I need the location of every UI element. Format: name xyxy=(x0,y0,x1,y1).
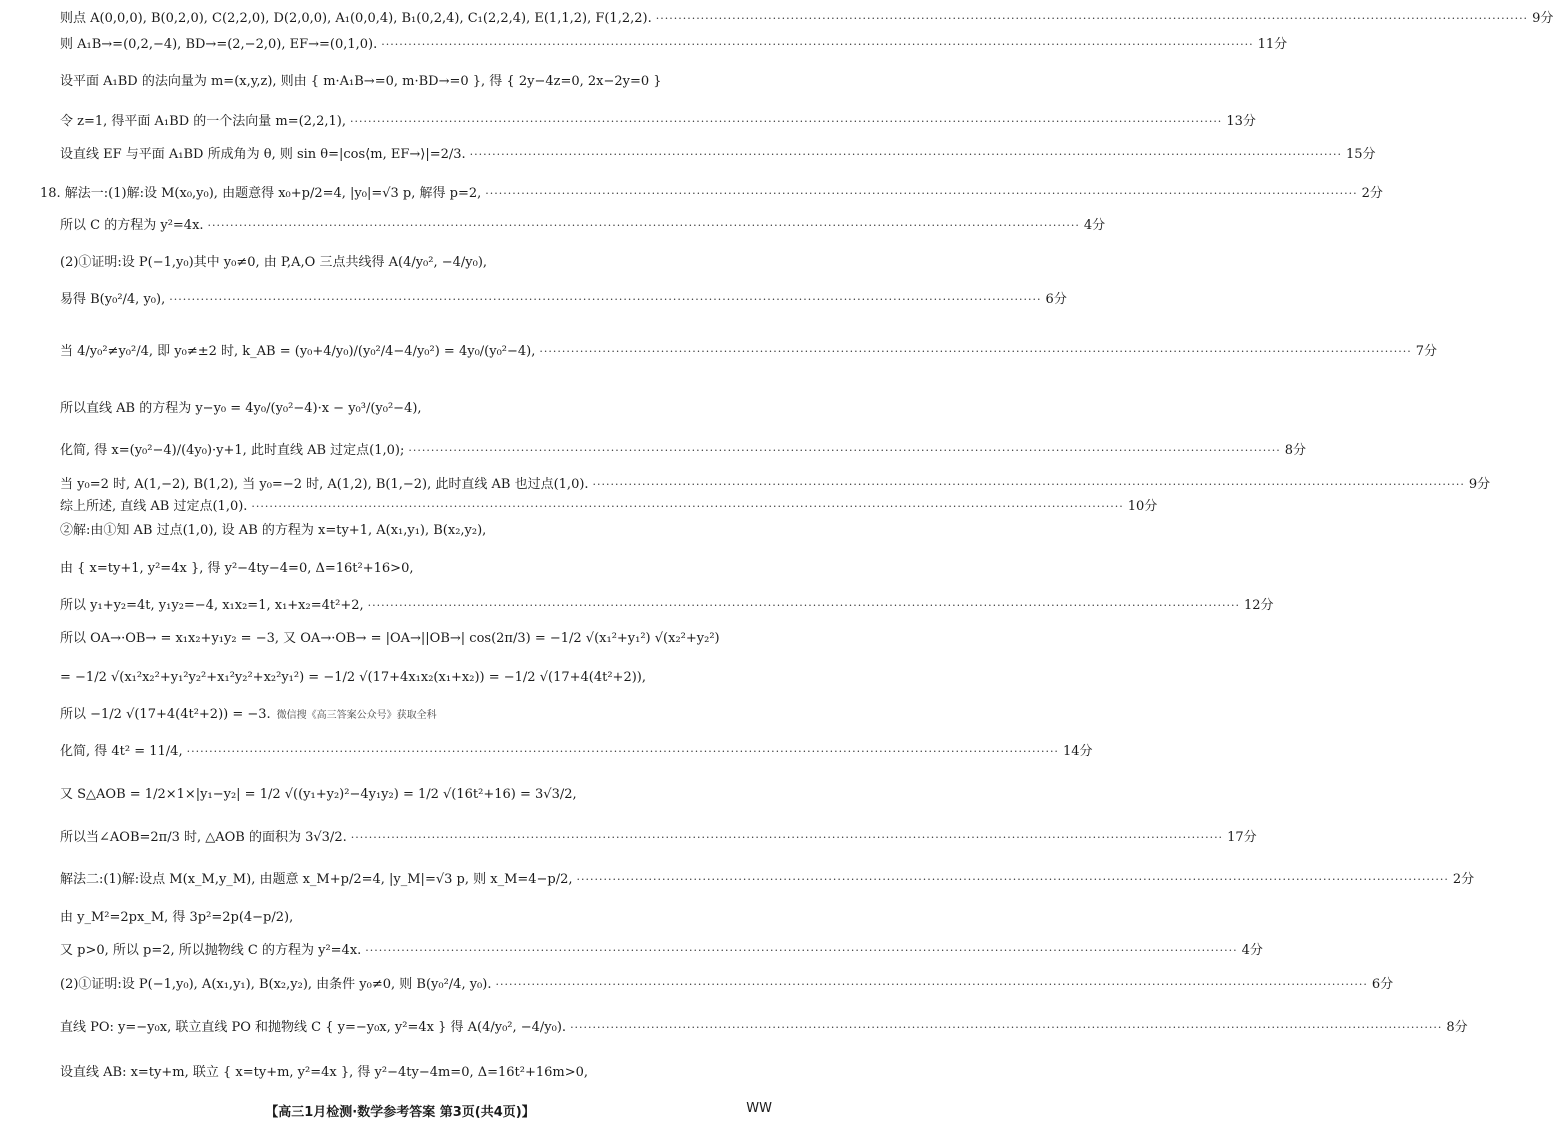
watermark-text: 微信搜《高三答案公众号》获取全科 xyxy=(276,710,437,721)
answer-line: 所以 C 的方程为 y²=4x. ····· 4分 xyxy=(60,217,775,235)
answer-line: 所以 y₁+y₂=4t, y₁y₂=−4, x₁x₂=1, x₁+x₂=4t²+2, ····· 12分 xyxy=(60,597,775,615)
answer-line: (2)①证明:设 P(−1,y₀), A(x₁,y₁), B(x₂,y₂), 由条件 y₀≠0, 则 B(y₀²/4, y₀). ····· 6分 xyxy=(60,976,775,994)
answer-line: 所以 −1/2 √(17+4(4t²+2)) = −3. 微信搜《高三答案公众号》获取全科 xyxy=(60,706,775,725)
answer-line: 又 p>0, 所以 p=2, 所以抛物线 C 的方程为 y²=4x. ····· 4分 xyxy=(60,942,775,960)
answer-line: 化简, 得 4t² = 11/4, ····· 14分 xyxy=(60,743,775,761)
question-18-header: 18. 解法一:(1)解:设 M(x₀,y₀), 由题意得 x₀+p/2=4, |y₀|=√3 p, 解得 p=2, ····· 2分 xyxy=(40,185,775,203)
corner-mark: WW xyxy=(746,1101,772,1116)
answer-line: 令 z=1, 得平面 A₁BD 的一个法向量 m=(2,2,1), ····· 13分 xyxy=(60,113,775,131)
answer-line: 设直线 EF 与平面 A₁BD 所成角为 θ, 则 sin θ=|cos⟨m, EF→⟩|=2/3. ····· 15分 xyxy=(60,146,775,164)
answer-line: 又 S△AOB = 1/2×1×|y₁−y₂| = 1/2 √((y₁+y₂)²−4y₁y₂) = 1/2 √(16t²+16) = 3√3/2, xyxy=(60,787,577,802)
answer-line: 所以当∠AOB=2π/3 时, △AOB 的面积为 3√3/2. ····· 17分 xyxy=(60,829,775,847)
answer-line: 则点 A(0,0,0), B(0,2,0), C(2,2,0), D(2,0,0), A₁(0,0,4), B₁(0,2,4), C₁(2,2,4), E(1,1,2), F(1,2,2). ····· 9分 xyxy=(60,10,775,28)
answer-line: 易得 B(y₀²/4, y₀), ····· 6分 xyxy=(60,291,775,309)
answer-line: 综上所述, 直线 AB 过定点(1,0). ····· 10分 xyxy=(60,498,775,516)
answer-line: 解法二:(1)解:设点 M(x_M,y_M), 由题意 x_M+p/2=4, |y_M|=√3 p, 则 x_M=4−p/2, ····· 2分 xyxy=(60,871,775,889)
answer-line: 设直线 AB: x=ty+m, 联立 { x=ty+m, y²=4x }, 得 y²−4ty−4m=0, Δ=16t²+16m>0, xyxy=(60,1065,589,1080)
answer-line: 所以直线 AB 的方程为 y−y₀ = 4y₀/(y₀²−4)·x − y₀³/(y₀²−4), xyxy=(60,401,422,416)
answer-line: 由 y_M²=2px_M, 得 3p²=2p(4−p/2), xyxy=(60,910,294,925)
answer-line: 直线 PO: y=−y₀x, 联立直线 PO 和抛物线 C { y=−y₀x, y²=4x } 得 A(4/y₀², −4/y₀). ····· 8分 xyxy=(60,1019,775,1037)
page-footer: 【高三1月检测·数学参考答案 第3页(共4页)】 xyxy=(265,1105,535,1120)
answer-line: 当 y₀=2 时, A(1,−2), B(1,2), 当 y₀=−2 时, A(1,2), B(1,−2), 此时直线 AB 也过点(1,0). ····· 9分 xyxy=(60,476,775,494)
answer-line: 设平面 A₁BD 的法向量为 m=(x,y,z), 则由 { m·A₁B→=0, m·BD→=0 }, 得 { 2y−4z=0, 2x−2y=0 } xyxy=(60,74,662,89)
answer-line: 所以 OA→·OB→ = x₁x₂+y₁y₂ = −3, 又 OA→·OB→ = |OA→||OB→| cos(2π/3) = −1/2 √(x₁²+y₁²) √(x₂²+y₂²) xyxy=(60,631,720,646)
answer-line: = −1/2 √(x₁²x₂²+y₁²y₂²+x₁²y₂²+x₂²y₁²) = −1/2 √(17+4x₁x₂(x₁+x₂)) = −1/2 √(17+4(4t²+2)), xyxy=(60,670,646,685)
answer-line: 化简, 得 x=(y₀²−4)/(4y₀)·y+1, 此时直线 AB 过定点(1,0); ····· 8分 xyxy=(60,442,775,460)
answer-line: 当 4/y₀²≠y₀²/4, 即 y₀≠±2 时, k_AB = (y₀+4/y₀)/(y₀²/4−4/y₀²) = 4y₀/(y₀²−4), ····· 7分 xyxy=(60,343,775,361)
answer-line: (2)①证明:设 P(−1,y₀)其中 y₀≠0, 由 P,A,O 三点共线得 A(4/y₀², −4/y₀), xyxy=(60,255,488,270)
answer-line: ②解:由①知 AB 过点(1,0), 设 AB 的方程为 x=ty+1, A(x₁,y₁), B(x₂,y₂), xyxy=(60,523,487,538)
answer-line: 则 A₁B→=(0,2,−4), BD→=(2,−2,0), EF→=(0,1,0). ····· 11分 xyxy=(60,36,775,54)
answer-line: 由 { x=ty+1, y²=4x }, 得 y²−4ty−4=0, Δ=16t²+16>0, xyxy=(60,561,414,576)
